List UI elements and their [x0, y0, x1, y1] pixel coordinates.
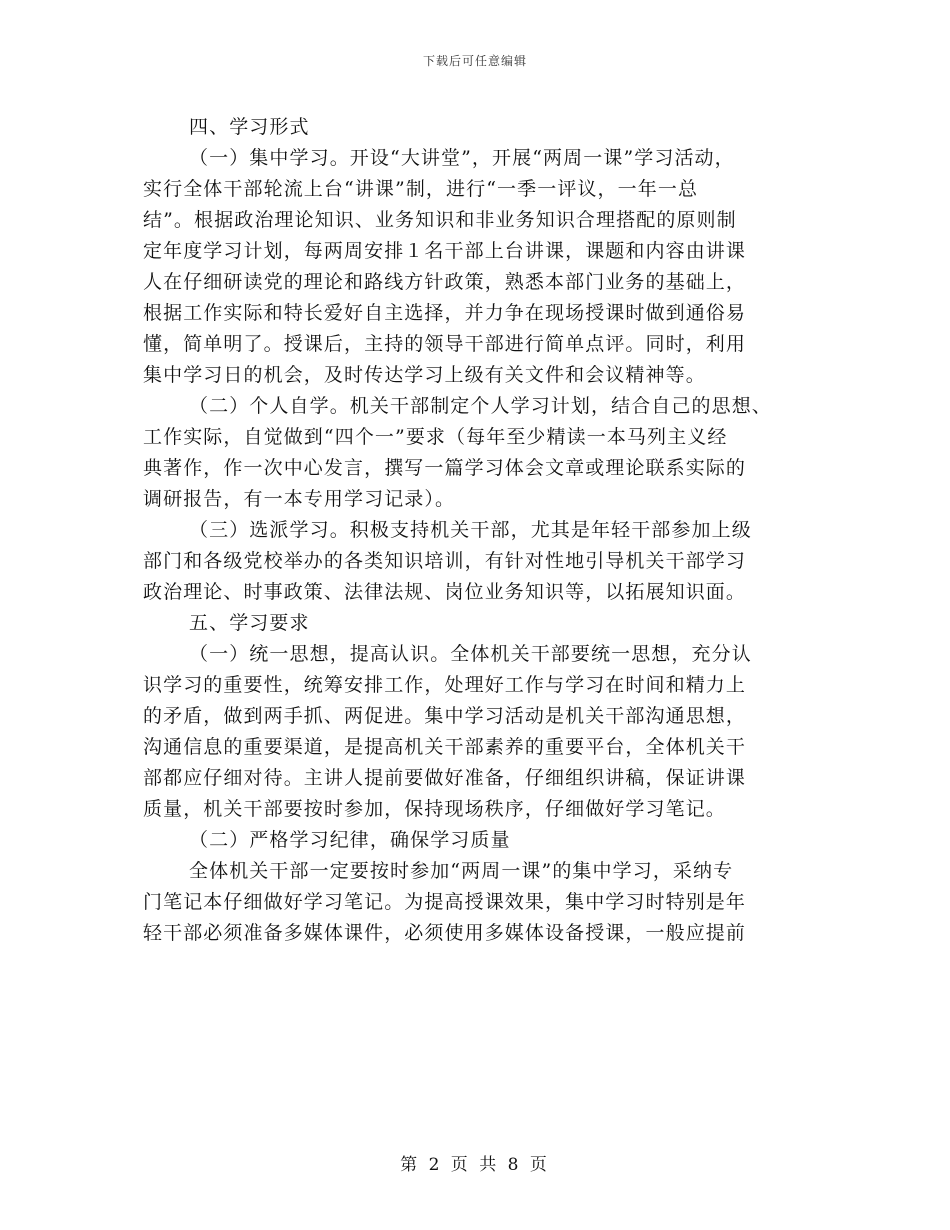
- text-line: 集中学习日的机会，及时传达学习上级有关文件和会议精神等。: [143, 364, 706, 386]
- text-line: 五、学习要求: [189, 612, 310, 634]
- text-line: 识学习的重要性，统筹安排工作，处理好工作与学习在时间和精力上: [143, 674, 747, 696]
- text-line: 实行全体干部轮流上台“讲课”制，进行“一季一评议，一年一总: [143, 178, 699, 200]
- text-line: 沟通信息的重要渠道，是提高机关干部素养的重要平台，全体机关干: [143, 736, 747, 758]
- text-line: 政治理论、时事政策、法律法规、岗位业务知识等，以拓展知识面。: [143, 581, 747, 603]
- text-line: 全体机关干部一定要按时参加“两周一课”的集中学习，采纳专: [189, 860, 734, 882]
- text-line: 工作实际，自觉做到“四个一”要求（每年至少精读一本马列主义经: [143, 426, 728, 448]
- text-line: 的矛盾，做到两手抓、两促进。集中学习活动是机关干部沟通思想，: [143, 705, 747, 727]
- text-line: （三）选派学习。积极支持机关干部，尤其是年轻干部参加上级: [189, 519, 752, 541]
- text-line: 典著作，作一次中心发言，撰写一篇学习体会文章或理论联系实际的: [143, 457, 747, 479]
- page-header: 下载后可任意编辑: [422, 54, 527, 68]
- text-line: 结”。根据政治理论知识、业务知识和非业务知识合理搭配的原则制: [143, 209, 737, 231]
- text-line: 质量，机关干部要按时参加，保持现场秩序，仔细做好学习笔记。: [143, 798, 726, 820]
- text-line: 部都应仔细对待。主讲人提前要做好准备，仔细组织讲稿，保证讲课: [143, 767, 747, 789]
- text-line: 四、学习形式: [189, 116, 310, 138]
- text-line: 调研报告，有一本专用学习记录）。: [143, 488, 456, 510]
- text-line: （一）统一思想，提高认识。全体机关干部要统一思想，充分认: [189, 643, 752, 665]
- text-line: 轻干部必须准备多媒体课件，必须使用多媒体设备授课，一般应提前: [143, 922, 747, 944]
- text-line: （一）集中学习。开设“大讲堂”，开展“两周一课”学习活动，: [189, 147, 735, 169]
- text-line: 根据工作实际和特长爱好自主选择，并力争在现场授课时做到通俗易: [143, 302, 747, 324]
- text-line: 人在仔细研读党的理论和路线方针政策，熟悉本部门业务的基础上，: [143, 271, 747, 293]
- text-line: （二）个人自学。机关干部制定个人学习计划，结合自己的思想、: [189, 395, 772, 417]
- text-line: 部门和各级党校举办的各类知识培训，有针对性地引导机关干部学习: [143, 550, 747, 572]
- document-body: [143, 112, 808, 949]
- text-line: 懂，简单明了。授课后，主持的领导干部进行简单点评。同时，利用: [143, 333, 747, 355]
- text-line: 门笔记本仔细做好学习笔记。为提高授课效果，集中学习时特别是年: [143, 891, 747, 913]
- text-line: 定年度学习计划，每两周安排１名干部上台讲课，课题和内容由讲课: [143, 240, 747, 262]
- page-footer: 第 2 页 共 8 页: [400, 1155, 550, 1175]
- text-line: （二）严格学习纪律，确保学习质量: [189, 829, 511, 851]
